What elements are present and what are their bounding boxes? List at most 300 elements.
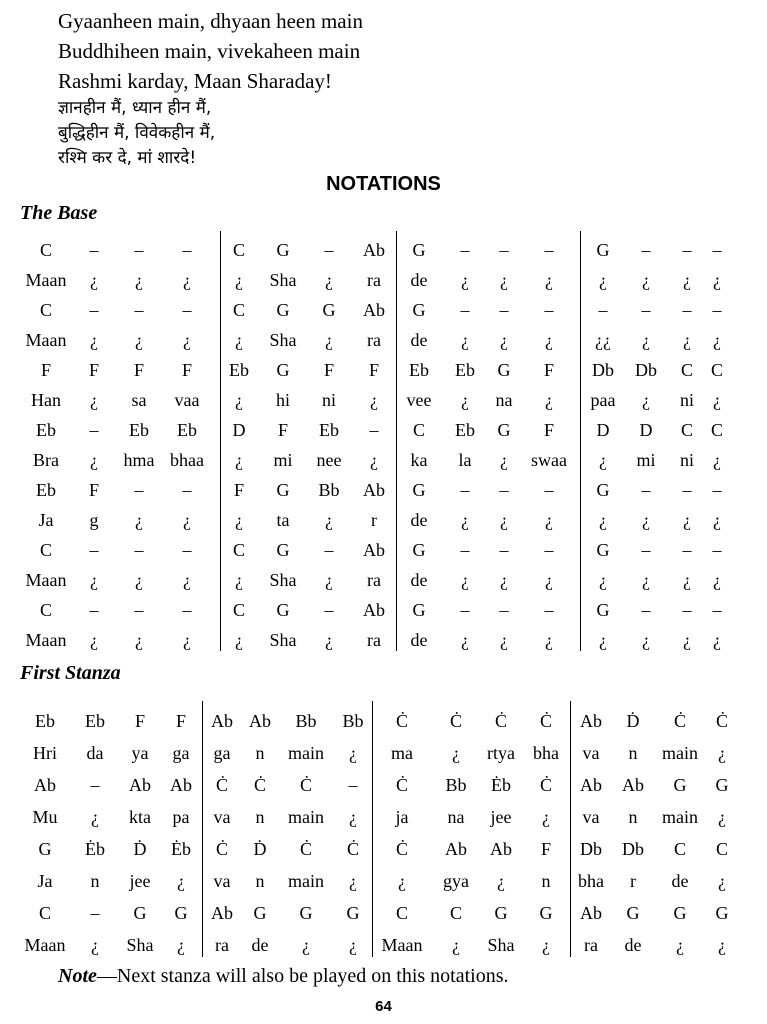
note-cell: C: [710, 420, 723, 440]
syllable-cell: ¿: [90, 330, 98, 350]
note-cell: G: [253, 903, 267, 923]
note-cell: Eb: [36, 480, 56, 500]
note-cell: Ċ: [539, 775, 552, 795]
note-cell: –: [182, 600, 192, 620]
note-cell: C: [680, 420, 693, 440]
syllable-cell: hi: [275, 390, 290, 410]
lyrics-row: [0, 865, 767, 897]
syllable-cell: n: [90, 871, 100, 891]
syllable-cell: ¿: [235, 330, 243, 350]
note-cell: C: [232, 240, 245, 260]
note-cell: Eb: [35, 711, 55, 731]
notations-heading: NOTATIONS: [326, 173, 441, 195]
syllable-cell: ¿: [135, 570, 143, 590]
note-cell: –: [712, 600, 722, 620]
notes-row: [0, 535, 767, 565]
syllable-cell: ¿: [461, 570, 469, 590]
note-cell: –: [682, 240, 692, 260]
note-cell: Ċ: [449, 711, 462, 731]
syllable-cell: gya: [443, 871, 469, 891]
syllable-cell: n: [628, 743, 638, 763]
syllable-cell: ¿: [718, 743, 726, 763]
syllable-cell: de: [410, 330, 428, 350]
note-cell: –: [182, 540, 192, 560]
syllable-cell: de: [410, 510, 428, 530]
notes-row: [0, 897, 767, 929]
note-cell: F: [368, 360, 379, 380]
notes-row: [0, 705, 767, 737]
note-cell: –: [134, 480, 144, 500]
note-cell: D: [596, 420, 610, 440]
syllable-cell: main: [662, 807, 698, 827]
note-cell: F: [88, 360, 99, 380]
note-cell: –: [89, 540, 99, 560]
syllable-cell: Ja: [38, 510, 54, 530]
syllable-cell: ¿: [135, 270, 143, 290]
syllable-cell: ra: [367, 570, 381, 590]
note-cell: Bb: [445, 775, 467, 795]
note-cell: C: [232, 600, 245, 620]
note-cell: F: [543, 420, 554, 440]
syllable-cell: bha: [533, 743, 559, 763]
syllable-cell: ¿: [183, 270, 191, 290]
note-cell: Ab: [129, 775, 151, 795]
syllable-cell: Sha: [487, 935, 515, 955]
syllable-cell: ka: [410, 450, 428, 470]
bar-line: [220, 231, 221, 651]
note-cell: –: [89, 600, 99, 620]
note-cell: Ėb: [491, 775, 511, 795]
note-cell: Ab: [490, 839, 512, 859]
syllable-cell: ya: [131, 743, 149, 763]
syllable-cell: ¿: [370, 450, 378, 470]
syllable-cell: Mu: [32, 807, 58, 827]
syllable-cell: ¿: [642, 630, 650, 650]
note-cell: G: [412, 600, 426, 620]
syllable-cell: ¿: [452, 935, 460, 955]
notes-row: [0, 235, 767, 265]
bar-line: [396, 231, 397, 651]
note-cell: G: [494, 903, 508, 923]
note-cell: –: [682, 600, 692, 620]
syllable-cell: ¿: [461, 270, 469, 290]
syllable-cell: main: [288, 807, 324, 827]
note-cell: Ab: [170, 775, 192, 795]
note-cell: –: [499, 600, 509, 620]
note-cell: G: [539, 903, 553, 923]
syllable-cell: swaa: [531, 450, 567, 470]
note-cell: G: [322, 300, 336, 320]
syllable-cell: ¿: [718, 935, 726, 955]
syllable-cell: ¿: [398, 871, 406, 891]
note-cell: –: [460, 600, 470, 620]
note-cell: C: [39, 540, 52, 560]
notes-row: [0, 415, 767, 445]
bar-line: [202, 701, 203, 957]
note-cell: Ċ: [346, 839, 359, 859]
note-cell: Ċ: [299, 839, 312, 859]
syllable-cell: ¿: [642, 570, 650, 590]
note-cell: G: [596, 240, 610, 260]
syllable-cell: ¿: [235, 630, 243, 650]
note-cell: Ab: [622, 775, 644, 795]
syllable-cell: ¿: [135, 510, 143, 530]
note-cell: Eb: [409, 360, 429, 380]
note-cell: F: [88, 480, 99, 500]
note-cell: Ċ: [673, 711, 686, 731]
note-cell: G: [276, 300, 290, 320]
note-cell: Ab: [363, 240, 385, 260]
syllable-cell: de: [671, 871, 689, 891]
syllable-cell: ¿: [90, 450, 98, 470]
note-cell: –: [544, 480, 554, 500]
syllable-cell: ni: [321, 390, 336, 410]
syllable-cell: na: [447, 807, 465, 827]
note-cell: F: [540, 839, 551, 859]
note-cell: G: [497, 420, 511, 440]
note-text: —Next stanza will also be played on this notations.: [96, 965, 509, 987]
note-cell: Ċ: [215, 775, 228, 795]
note-cell: C: [39, 300, 52, 320]
syllable-cell: Sha: [126, 935, 154, 955]
syllable-cell: ¿: [599, 270, 607, 290]
note-cell: –: [712, 240, 722, 260]
note-cell: Ċ: [253, 775, 266, 795]
note-cell: –: [544, 300, 554, 320]
syllable-cell: g: [89, 510, 99, 530]
note-label: Note: [58, 965, 97, 987]
note-cell: G: [276, 600, 290, 620]
syllable-cell: ni: [679, 390, 694, 410]
syllable-cell: ¿: [683, 570, 691, 590]
note-cell: Bb: [342, 711, 364, 731]
note-cell: Ėb: [171, 839, 191, 859]
note-cell: –: [499, 540, 509, 560]
note-cell: F: [134, 711, 145, 731]
intro-hindi-line-3: रश्मि कर दे, मां शारदे!: [58, 148, 197, 168]
note-cell: C: [710, 360, 723, 380]
note-cell: G: [412, 540, 426, 560]
note-cell: Ab: [211, 711, 233, 731]
note-cell: Ab: [580, 903, 602, 923]
note-cell: Ab: [363, 480, 385, 500]
note-cell: –: [598, 300, 608, 320]
note-cell: C: [232, 540, 245, 560]
note-cell: –: [460, 480, 470, 500]
syllable-cell: de: [410, 630, 428, 650]
syllable-cell: ¿: [599, 630, 607, 650]
intro-lyric-line-1: Gyaanheen main, dhyaan heen main: [58, 9, 363, 33]
syllable-cell: ¿: [713, 450, 721, 470]
syllable-cell: hma: [123, 450, 155, 470]
note-cell: Ċ: [539, 711, 552, 731]
note-cell: –: [460, 540, 470, 560]
syllable-cell: Ja: [37, 871, 53, 891]
bar-line: [580, 231, 581, 651]
syllable-cell: ¿: [642, 510, 650, 530]
syllable-cell: ¿: [683, 270, 691, 290]
lyrics-row: [0, 801, 767, 833]
note-cell: D: [232, 420, 246, 440]
note-cell: Ċ: [395, 711, 408, 731]
syllable-cell: ¿: [90, 270, 98, 290]
syllable-cell: ¿: [461, 330, 469, 350]
note-cell: Ċ: [715, 711, 728, 731]
syllable-cell: ra: [215, 935, 229, 955]
syllable-cell: ¿: [713, 270, 721, 290]
syllable-cell: n: [255, 871, 265, 891]
note-cell: Eb: [455, 360, 475, 380]
note-cell: G: [715, 775, 729, 795]
note-cell: –: [641, 300, 651, 320]
page-number: 64: [375, 998, 392, 1015]
syllable-cell: va: [582, 743, 600, 763]
syllable-cell: va: [582, 807, 600, 827]
syllable-cell: ¿: [545, 570, 553, 590]
note-cell: –: [641, 600, 651, 620]
note-cell: G: [133, 903, 147, 923]
syllable-cell: ¿: [183, 630, 191, 650]
syllable-cell: ¿: [500, 270, 508, 290]
syllable-cell: ¿: [461, 630, 469, 650]
note-cell: C: [680, 360, 693, 380]
note-cell: –: [641, 540, 651, 560]
note-cell: G: [715, 903, 729, 923]
note-cell: G: [346, 903, 360, 923]
note-cell: –: [182, 240, 192, 260]
note-cell: G: [276, 540, 290, 560]
notes-row: [0, 355, 767, 385]
lyrics-row: [0, 445, 767, 475]
note-cell: F: [233, 480, 244, 500]
note-cell: C: [39, 600, 52, 620]
note-cell: C: [673, 839, 686, 859]
syllable-cell: la: [458, 450, 472, 470]
syllable-cell: Maan: [25, 330, 67, 350]
syllable-cell: ¿: [500, 510, 508, 530]
syllable-cell: n: [255, 743, 265, 763]
note-cell: Ḋ: [626, 711, 640, 731]
syllable-cell: main: [662, 743, 698, 763]
syllable-cell: Maan: [25, 630, 67, 650]
syllable-cell: ¿: [183, 330, 191, 350]
syllable-cell: ¿: [599, 570, 607, 590]
note-cell: –: [134, 600, 144, 620]
syllable-cell: ¿: [500, 570, 508, 590]
note-cell: G: [626, 903, 640, 923]
syllable-cell: paa: [590, 390, 616, 410]
syllable-cell: ¿: [500, 450, 508, 470]
syllable-cell: jee: [129, 871, 151, 891]
note-cell: C: [395, 903, 408, 923]
note-cell: –: [89, 420, 99, 440]
syllable-cell: Hri: [33, 743, 57, 763]
note-cell: –: [682, 480, 692, 500]
note-cell: G: [276, 360, 290, 380]
syllable-cell: ¿: [349, 743, 357, 763]
syllable-cell: ¿: [235, 570, 243, 590]
syllable-cell: ¿: [177, 935, 185, 955]
note-cell: Ab: [363, 300, 385, 320]
lyrics-row: [0, 325, 767, 355]
syllable-cell: ¿¿: [595, 330, 611, 350]
note-cell: Db: [580, 839, 602, 859]
syllable-cell: nee: [316, 450, 342, 470]
syllable-cell: main: [288, 743, 324, 763]
syllable-cell: ¿: [642, 330, 650, 350]
note-cell: –: [499, 240, 509, 260]
note-cell: G: [596, 540, 610, 560]
note-cell: –: [134, 540, 144, 560]
lyrics-row: [0, 929, 767, 961]
note-cell: –: [460, 240, 470, 260]
note-cell: Ab: [211, 903, 233, 923]
syllable-cell: ¿: [235, 390, 243, 410]
note-cell: Bb: [295, 711, 317, 731]
syllable-cell: mi: [273, 450, 293, 470]
syllable-cell: Maan: [381, 935, 423, 955]
base-section-title: The Base: [20, 202, 98, 224]
note-cell: –: [712, 540, 722, 560]
note-cell: F: [323, 360, 334, 380]
syllable-cell: ¿: [713, 630, 721, 650]
syllable-cell: ¿: [545, 390, 553, 410]
lyrics-row: [0, 385, 767, 415]
syllable-cell: Maan: [24, 935, 66, 955]
note-cell: Ab: [363, 540, 385, 560]
syllable-cell: ¿: [713, 510, 721, 530]
syllable-cell: r: [371, 510, 377, 530]
syllable-cell: ¿: [91, 807, 99, 827]
syllable-cell: ¿: [452, 743, 460, 763]
syllable-cell: da: [86, 743, 104, 763]
note-cell: Ċ: [299, 775, 312, 795]
syllable-cell: ¿: [642, 270, 650, 290]
note-cell: Ḋ: [253, 839, 267, 859]
syllable-cell: ¿: [713, 330, 721, 350]
syllable-cell: ¿: [718, 807, 726, 827]
syllable-cell: ¿: [349, 807, 357, 827]
note-cell: –: [134, 240, 144, 260]
note-cell: G: [412, 240, 426, 260]
note-cell: –: [544, 600, 554, 620]
syllable-cell: ¿: [235, 270, 243, 290]
note-cell: F: [175, 711, 186, 731]
syllable-cell: ma: [391, 743, 413, 763]
note-cell: G: [276, 480, 290, 500]
intro-hindi-line-2: बुद्धिहीन मैं, विवेकहीन मैं,: [58, 123, 216, 143]
syllable-cell: ¿: [713, 570, 721, 590]
syllable-cell: Sha: [269, 330, 297, 350]
syllable-cell: ¿: [302, 935, 310, 955]
note-cell: Db: [635, 360, 657, 380]
note-cell: –: [544, 240, 554, 260]
syllable-cell: vee: [406, 390, 432, 410]
syllable-cell: Sha: [269, 570, 297, 590]
note-cell: G: [596, 600, 610, 620]
note-cell: Db: [622, 839, 644, 859]
note-cell: Eb: [455, 420, 475, 440]
note-cell: Eb: [36, 420, 56, 440]
syllable-cell: ra: [584, 935, 598, 955]
footnote: [58, 964, 508, 988]
syllable-cell: ¿: [500, 630, 508, 650]
note-cell: G: [299, 903, 313, 923]
syllable-cell: ¿: [545, 510, 553, 530]
syllable-cell: Maan: [25, 270, 67, 290]
note-cell: –: [712, 480, 722, 500]
note-cell: D: [639, 420, 653, 440]
lyrics-row: [0, 505, 767, 535]
syllable-cell: ¿: [542, 935, 550, 955]
syllable-cell: de: [624, 935, 642, 955]
syllable-cell: ¿: [545, 630, 553, 650]
note-cell: –: [348, 775, 358, 795]
syllable-cell: rtya: [487, 743, 515, 763]
syllable-cell: ja: [395, 807, 409, 827]
syllable-cell: va: [213, 871, 231, 891]
note-cell: C: [232, 300, 245, 320]
syllable-cell: ¿: [90, 630, 98, 650]
syllable-cell: ra: [367, 330, 381, 350]
intro-hindi-line-1: ज्ञानहीन मैं, ध्यान हीन मैं,: [58, 98, 212, 118]
note-cell: –: [460, 300, 470, 320]
note-cell: Bb: [318, 480, 340, 500]
note-cell: F: [40, 360, 51, 380]
syllable-cell: ga: [172, 743, 190, 763]
note-cell: G: [276, 240, 290, 260]
note-cell: Ab: [580, 711, 602, 731]
note-cell: Ċ: [395, 775, 408, 795]
note-cell: –: [90, 903, 100, 923]
note-cell: Eb: [319, 420, 339, 440]
syllable-cell: bha: [578, 871, 604, 891]
note-cell: Ḋ: [133, 839, 147, 859]
syllable-cell: ra: [367, 270, 381, 290]
syllable-cell: ¿: [183, 570, 191, 590]
note-cell: –: [90, 775, 100, 795]
note-cell: G: [673, 903, 687, 923]
note-cell: F: [181, 360, 192, 380]
syllable-cell: ¿: [177, 871, 185, 891]
note-cell: G: [174, 903, 188, 923]
syllable-cell: ¿: [542, 807, 550, 827]
syllable-cell: ta: [276, 510, 290, 530]
note-cell: –: [499, 300, 509, 320]
bar-line: [570, 701, 571, 957]
intro-lyric-line-2: Buddhiheen main, vivekaheen main: [58, 39, 361, 63]
note-cell: Eb: [129, 420, 149, 440]
syllable-cell: mi: [636, 450, 656, 470]
syllable-cell: ¿: [325, 630, 333, 650]
note-cell: –: [641, 480, 651, 500]
syllable-cell: ¿: [90, 570, 98, 590]
syllable-cell: main: [288, 871, 324, 891]
syllable-cell: ¿: [642, 390, 650, 410]
syllable-cell: ¿: [135, 330, 143, 350]
syllable-cell: ¿: [183, 510, 191, 530]
syllable-cell: Bra: [33, 450, 59, 470]
syllable-cell: ¿: [683, 330, 691, 350]
note-cell: –: [324, 540, 334, 560]
stanza-section-title: First Stanza: [20, 662, 121, 684]
syllable-cell: bhaa: [170, 450, 204, 470]
syllable-cell: ra: [367, 630, 381, 650]
syllable-cell: ¿: [683, 630, 691, 650]
note-cell: –: [544, 540, 554, 560]
syllable-cell: ¿: [713, 390, 721, 410]
syllable-cell: ¿: [349, 871, 357, 891]
